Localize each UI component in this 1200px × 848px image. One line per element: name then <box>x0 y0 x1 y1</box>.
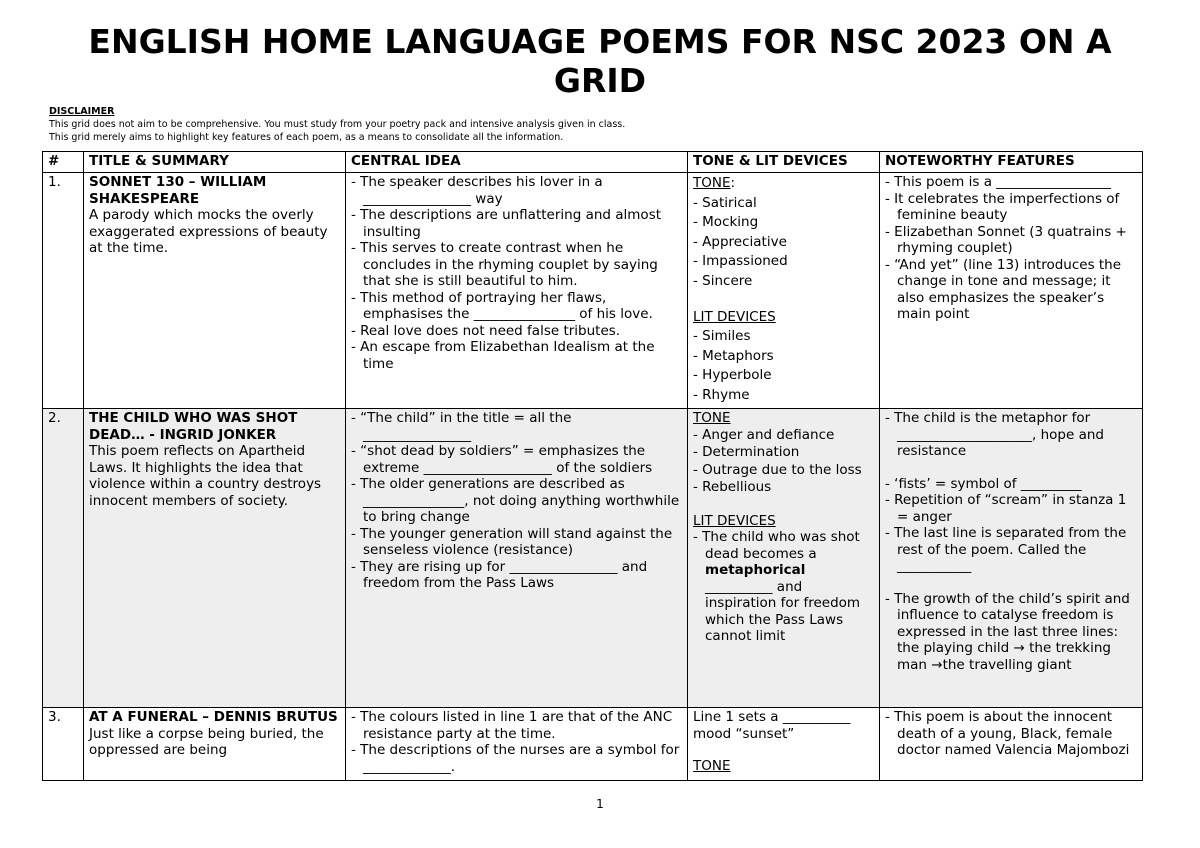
header-row <box>43 152 1143 173</box>
title-summary-cell <box>84 708 346 781</box>
poem-title: AT A FUNERAL – DENNIS BRUTUS <box>89 709 338 725</box>
table-row <box>43 173 1143 409</box>
list-item: - This serves to create contrast when he concludes in the rhyming couplet by saying that she is still beautiful to him. <box>351 240 658 289</box>
list-item: - This poem is about the innocent death of a young, Black, female doctor named Valencia Majombozi <box>885 709 1130 758</box>
list-item: - The growth of the child’s spirit and influence to catalyse freedom is expressed in the last three lines: the playing child → the trekking man →the travelling giant <box>885 590 1130 673</box>
list-item: - Outrage due to the loss <box>693 461 862 478</box>
list-item: - They are rising up for ________________ and freedom from the Pass Laws <box>351 558 648 591</box>
list-item: - Repetition of “scream” in stanza 1 = anger <box>885 492 1127 525</box>
poem-title: SONNET 130 – WILLIAM SHAKESPEARE <box>89 174 267 207</box>
list-item: - “shot dead by soldiers” = emphasizes the extreme ___________________ of the soldiers <box>351 443 653 476</box>
lit-devices-heading: LIT DEVICES <box>693 512 776 529</box>
row-number: 3. <box>43 708 84 781</box>
tone-heading: TONE <box>693 410 731 426</box>
features-cell <box>880 708 1143 781</box>
central-idea-cell <box>346 708 688 781</box>
list-item: - Similes <box>693 328 751 345</box>
list-item: - Sincere <box>693 272 753 289</box>
title-summary-cell <box>84 173 346 409</box>
tone-heading: TONE <box>693 175 731 191</box>
lit-item-text: - The child who was shot dead becomes a <box>693 529 860 562</box>
disclaimer <box>49 105 625 144</box>
table-row <box>43 708 1143 781</box>
list-item: - The descriptions of the nurses are a symbol for _____________. <box>351 742 680 775</box>
poem-summary: A parody which mocks the overly exaggerated expressions of beauty at the time. <box>89 207 328 256</box>
list-item: - An escape from Elizabethan Idealism at the time <box>351 339 655 372</box>
list-item: - Hyperbole <box>693 367 772 384</box>
tone-lit-cell: TONE: - Satirical - Mocking - Appreciative - Impassioned - Sincere LIT DEVICES - Similes - Metaphors - Hyperbole - Rhyme <box>688 173 880 409</box>
list-item: - “And yet” (line 13) introduces the change in tone and message; it also emphasizes the speaker’s main point <box>885 256 1122 322</box>
header-central-idea: CENTRAL IDEA <box>346 152 688 173</box>
lit-item-bold: metaphorical <box>705 562 806 578</box>
lit-devices-heading: LIT DEVICES <box>693 308 776 325</box>
list-item: - Mocking <box>693 214 759 231</box>
list-item: - Rhyme <box>693 386 750 403</box>
features-cell <box>880 409 1143 708</box>
list-item: - Elizabethan Sonnet (3 quatrains + rhyming couplet) <box>885 223 1127 256</box>
central-idea-cell <box>346 409 688 708</box>
disclaimer-line: This grid does not aim to be comprehensive. You must study from your poetry pack and intensive analysis given in class. <box>49 119 626 130</box>
row-number: 2. <box>43 409 84 708</box>
tone-intro: Line 1 sets a __________ mood “sunset” <box>693 709 851 742</box>
list-item: - It celebrates the imperfections of feminine beauty <box>885 190 1120 223</box>
list-item: - Determination <box>693 444 800 460</box>
header-number: # <box>43 152 84 173</box>
poem-title: THE CHILD WHO WAS SHOT DEAD… - INGRID JONKER <box>89 410 298 443</box>
list-item: - The older generations are described as _______________, not doing anything worthwhile to bring change <box>351 476 680 525</box>
disclaimer-heading: DISCLAIMER <box>49 106 115 117</box>
tone-lit-cell <box>688 708 880 781</box>
table-row <box>43 409 1143 708</box>
list-item: - ‘fists’ = symbol of _________ <box>885 475 1082 492</box>
title-summary-cell <box>84 409 346 708</box>
page-title: ENGLISH HOME LANGUAGE POEMS FOR NSC 2023 ON A GRID <box>88 22 1112 100</box>
list-item: - Appreciative <box>693 233 787 250</box>
list-item: - The younger generation will stand against the senseless violence (resistance) <box>351 525 673 558</box>
list-item: - Anger and defiance <box>693 426 835 443</box>
list-item: - The colours listed in line 1 are that of the ANC resistance party at the time. <box>351 709 673 742</box>
poem-summary: This poem reflects on Apartheid Laws. It highlights the idea that violence within a country destroys innocent members of society. <box>89 443 322 509</box>
list-item: - The child is the metaphor for ____________________, hope and resistance <box>885 410 1104 459</box>
list-item: - Metaphors <box>693 347 774 364</box>
poem-grid <box>42 151 1143 781</box>
list-item <box>693 529 874 645</box>
lit-item-text: __________ and inspiration for freedom which the Pass Laws cannot limit <box>705 578 861 644</box>
list-item: - Rebellious <box>693 479 772 495</box>
list-item: - The descriptions are unflattering and almost insulting <box>351 207 662 240</box>
header-tone-lit-devices: TONE & LIT DEVICES <box>688 152 880 173</box>
list-item: - “The child” in the title = all the ________________ <box>351 410 572 443</box>
list-item: - This method of portraying her flaws, emphasises the _______________ of his love. <box>351 289 653 322</box>
tone-heading: TONE <box>693 758 731 774</box>
list-item: - Real love does not need false tributes. <box>351 322 621 339</box>
list-item: - This poem is a _________________ <box>885 174 1112 190</box>
list-item: - Impassioned <box>693 253 788 270</box>
central-idea-cell <box>346 173 688 409</box>
header-noteworthy-features: NOTEWORTHY FEATURES <box>880 152 1143 173</box>
features-cell <box>880 173 1143 409</box>
header-title-summary: TITLE & SUMMARY <box>84 152 346 173</box>
row-number: 1. <box>43 173 84 409</box>
tone-lit-cell <box>688 409 880 708</box>
disclaimer-line: This grid merely aims to highlight key features of each poem, as a means to consolidate all the information. <box>49 132 564 143</box>
page-number: 1 <box>596 797 604 811</box>
poem-summary: Just like a corpse being buried, the oppressed are being <box>89 725 324 758</box>
list-item: - The last line is separated from the rest of the poem. Called the ___________ <box>885 525 1127 574</box>
list-item: - Satirical <box>693 194 757 211</box>
list-item: - The speaker describes his lover in a ________________ way <box>351 174 603 207</box>
